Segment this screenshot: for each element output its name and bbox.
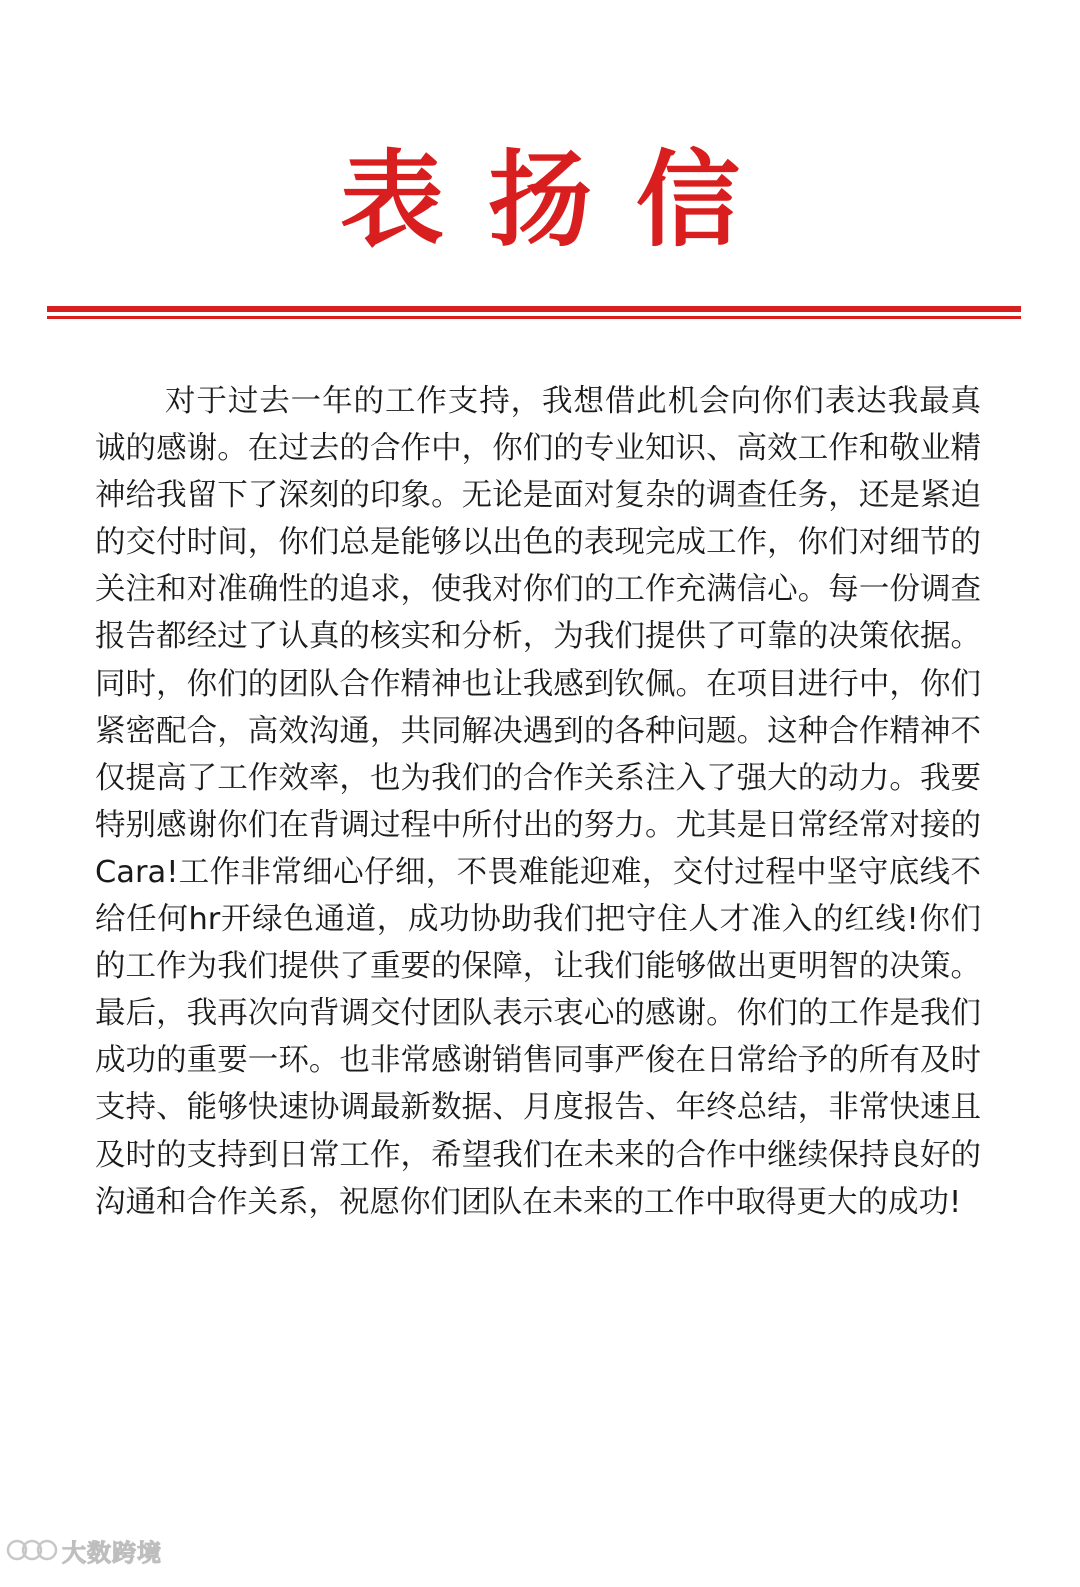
watermark [6, 1530, 162, 1570]
watermark-logo-icon [6, 1535, 58, 1565]
title-divider-thin [47, 316, 1021, 319]
letter-body: 对于过去一年的工作支持，我想借此机会向你们表达我最真诚的感谢。在过去的合作中，你们的专业知识、高效工作和敬业精神给我留下了深刻的印象。无论是面对复杂的调查任务，还是紧迫的交付时间，你们总是能够以出色的表现完成工作，你们对细节的关注和对准确性的追求，使我对你们的工作充满信心。每一份调查报告都经过了认真的核实和分析，为我们提供了可靠的决策依据。同时，你们的团队合作精神也让我感到钦佩。在项目进行中，你们紧密配合，高效沟通，共同解决遇到的各种问题。这种合作精神不仅提高了工作效率，也为我们的合作关系注入了强大的动力。我要特别感谢你们在背调过程中所付出的努力。尤其是日常经常对接的Cara!工作非常细心仔细，不畏难能迎难，交付过程中坚守底线不给任何hr开绿色通道，成功协助我们把守住人才准入的红线!你们的工作为我们提供了重要的保障，让我们能够做出更明智的决策。最后，我再次向背调交付团队表示衷心的感谢。你们的工作是我们成功的重要一环。也非常感谢销售同事严俊在日常给予的所有及时支持、能够快速协调最新数据、月度报告、年终总结，非常快速且及时的支持到日常工作，希望我们在未来的合作中继续保持良好的沟通和合作关系，祝愿你们团队在未来的工作中取得更大的成功! [95, 384, 981, 1220]
watermark-text: 大数跨境 [62, 1538, 162, 1567]
title-divider-thick [47, 306, 1021, 312]
letter-title: 表扬信 [339, 138, 784, 261]
